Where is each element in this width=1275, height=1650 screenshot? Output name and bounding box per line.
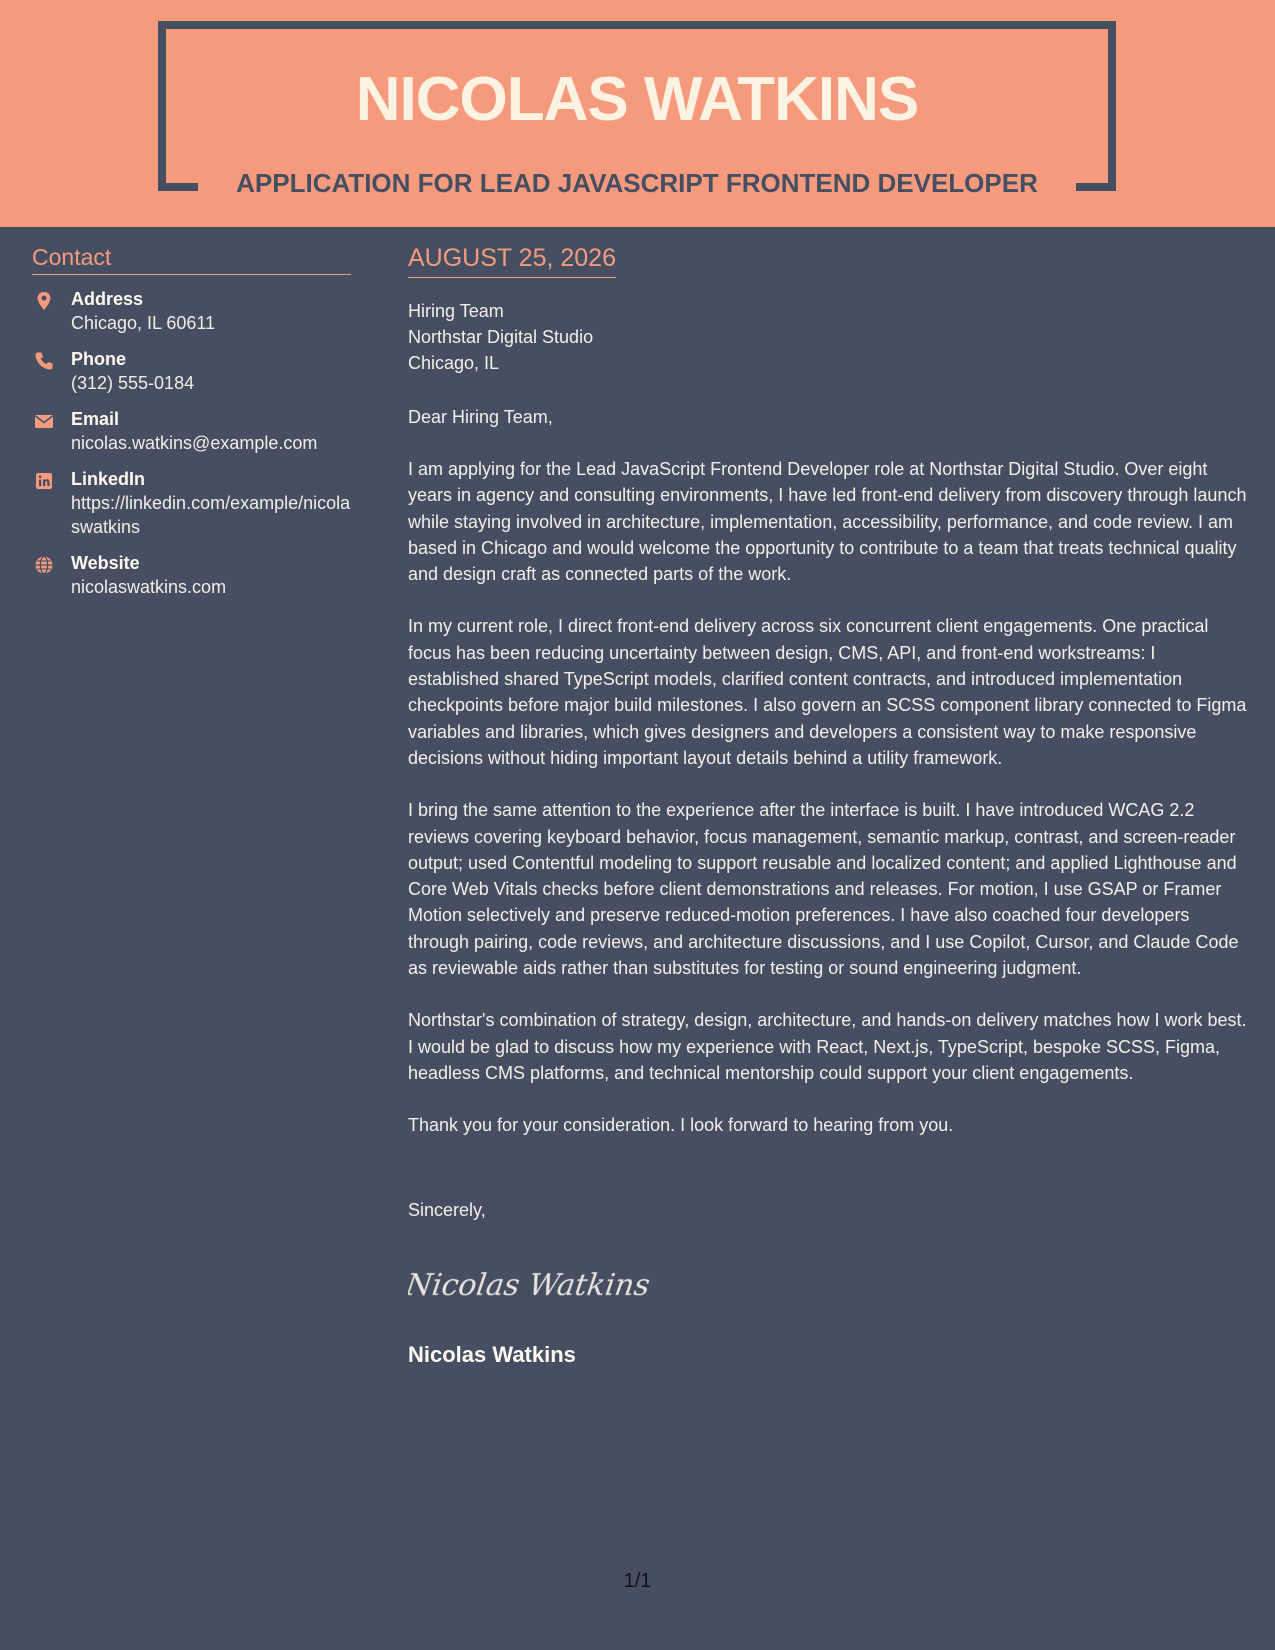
contact-address	[32, 287, 351, 335]
linkedin-icon	[34, 471, 54, 491]
header-frame-corner-right	[1076, 183, 1116, 191]
contact-value[interactable]: nicolas.watkins@example.com	[71, 433, 318, 453]
globe-icon	[34, 555, 54, 575]
handwritten-signature	[408, 1257, 668, 1309]
letter-body	[408, 243, 1248, 1368]
contact-value[interactable]: https://linkedin.com/example/nicolaswatkins	[71, 493, 351, 537]
contact-label: LinkedIn	[71, 469, 146, 489]
header-frame-left	[158, 21, 166, 191]
contact-label: Address	[71, 289, 144, 309]
contact-sidebar	[32, 243, 351, 611]
body-paragraph: I bring the same attention to the experience after the interface is built. I have introduced WCAG 2.2 reviews covering keyboard behavior, focus management, semantic markup, contrast, and screen-reader output; used Contentful modeling to support reusable and localized content; and applied Lighthouse and Core Web Vitals checks before client demonstrations and releases. For motion, I use GSAP or Framer Motion selectively and preserve reduced-motion preferences. I have also coached four developers through pairing, code reviews, and architecture discussions, and I use Copilot, Cursor, and Claude Code as reviewable aids rather than substitutes for testing or sound engineering judgment.	[408, 800, 1239, 979]
contact-value: (312) 555-0184	[71, 373, 195, 393]
map-pin-icon	[34, 291, 54, 311]
recipient-line: Chicago, IL	[408, 353, 500, 373]
header-frame-corner-left	[158, 183, 198, 191]
applicant-name: NICOLAS WATKINS	[355, 65, 919, 134]
contact-label: Website	[71, 553, 140, 573]
contact-value[interactable]: nicolaswatkins.com	[71, 577, 227, 597]
signer-name: Nicolas Watkins	[408, 1341, 576, 1367]
contact-phone	[32, 347, 351, 395]
contact-value: Chicago, IL 60611	[71, 313, 216, 333]
envelope-icon	[34, 411, 54, 431]
recipient-line: Northstar Digital Studio	[408, 327, 594, 347]
contact-list	[32, 287, 351, 599]
contact-label: Email	[71, 409, 120, 429]
body-paragraph: In my current role, I direct front-end delivery across six concurrent client engagements. One practical focus has been reducing uncertainty between design, CMS, API, and front-end workstreams: I established shared TypeScript models, clarified content contracts, and introduced implementation checkpoints before major build milestones. I also govern an SCSS component library connected to Figma variables and libraries, which gives designers and developers a consistent way to make responsive decisions without hiding important layout details behind a utility framework.	[408, 616, 1247, 768]
body-paragraph: I am applying for the Lead JavaScript Frontend Developer role at Northstar Digital Studio. Over eight years in agency and consulting environments, I have led front-end delivery from discovery through launch while staying involved in architecture, implementation, accessibility, performance, and code review. I am based in Chicago and would welcome the opportunity to contribute to a team that treats technical quality and design craft as connected parts of the work.	[408, 459, 1247, 585]
body-paragraph: Thank you for your consideration. I look forward to hearing from you.	[408, 1115, 954, 1136]
recipient-block	[408, 298, 1248, 376]
page-indicator: 1/1	[623, 1570, 652, 1592]
application-subtitle: APPLICATION FOR LEAD JAVASCRIPT FRONTEND DEVELOPER	[236, 168, 1038, 198]
recipient-line: Hiring Team	[408, 301, 504, 321]
phone-icon	[34, 351, 54, 371]
closing-line: Sincerely,	[408, 1199, 486, 1220]
letter-date: AUGUST 25, 2026	[408, 244, 616, 272]
contact-linkedin	[32, 467, 351, 539]
contact-label: Phone	[71, 349, 127, 369]
contact-website	[32, 551, 351, 599]
contact-email	[32, 407, 351, 455]
salutation: Dear Hiring Team,	[408, 407, 553, 427]
body-paragraph: Northstar's combination of strategy, design, architecture, and hands-on delivery matches how I work best. I would be glad to discuss how my experience with React, Next.js, TypeScript, bespoke SCSS, Figma, headless CMS platforms, and technical mentorship could support your client engagements.	[408, 1010, 1247, 1083]
header-frame-top	[158, 21, 1116, 29]
header-frame-right	[1108, 21, 1116, 191]
header-banner	[0, 0, 1275, 227]
svg-text:Nicolas Watkins: Nicolas Watkins	[408, 1267, 653, 1303]
contact-heading: Contact	[32, 243, 351, 275]
date-underline	[408, 243, 616, 278]
